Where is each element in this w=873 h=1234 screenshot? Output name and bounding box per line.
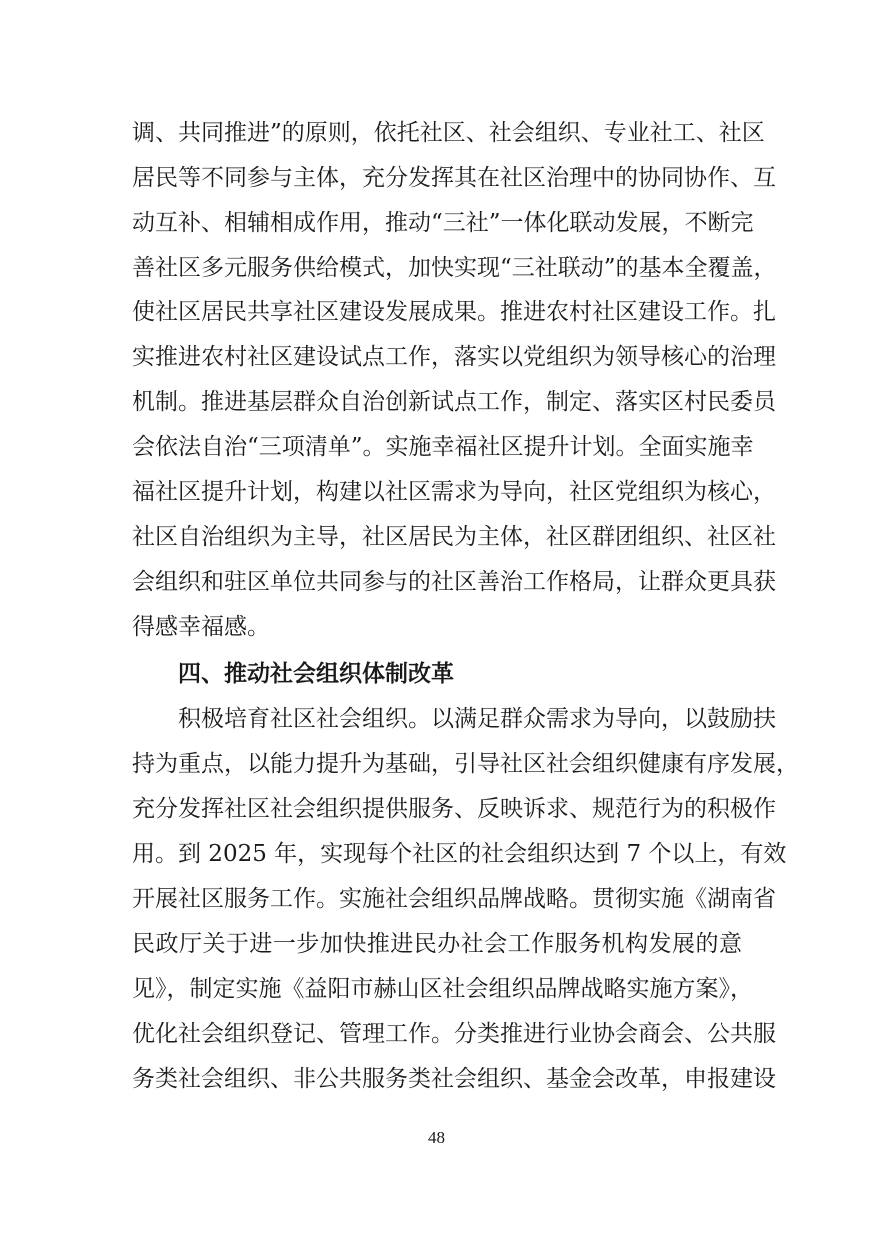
text-line: 会组织和驻区单位共同参与的社区善治工作格局，让群众更具获 xyxy=(132,569,776,595)
text-line: 善社区多元服务供给模式，加快实现“三社联动”的基本全覆盖， xyxy=(132,255,777,281)
page-number: 48 xyxy=(428,1128,445,1147)
section-heading: 四、推动社会组织体制改革 xyxy=(178,661,454,687)
text-line: 实推进农村社区建设试点工作，落实以党组织为领导核心的治理 xyxy=(132,344,776,370)
text-line: 调、共同推进”的原则，依托社区、社会组织、专业社工、社区 xyxy=(132,120,765,146)
text-line: 积极培育社区社会组织。以满足群众需求为导向，以鼓励扶 xyxy=(178,706,776,732)
text-line: 福社区提升计划，构建以社区需求为导向，社区党组织为核心， xyxy=(132,479,776,505)
text-line: 动互补、相辅相成作用，推动“三社”一体化联动发展，不断完 xyxy=(132,210,754,236)
text-line: 使社区居民共享社区建设发展成果。推进农村社区建设工作。扎 xyxy=(132,299,776,325)
text-line: 见》，制定实施《益阳市赫山区社会组织品牌战略实施方案》， xyxy=(132,976,753,1002)
text-line: 优化社会组织登记、管理工作。分类推进行业协会商会、公共服 xyxy=(132,1021,776,1047)
text-line: 用。到 2025 年，实现每个社区的社会组织达到 7 个以上，有效 xyxy=(132,841,787,867)
text-line: 开展社区服务工作。实施社会组织品牌战略。贯彻实施《湖南省 xyxy=(132,886,776,912)
text-line: 务类社会组织、非公共服务类社会组织、基金会改革，申报建设 xyxy=(132,1066,776,1092)
text-line: 持为重点，以能力提升为基础，引导社区社会组织健康有序发展， xyxy=(132,751,799,777)
text-line: 民政厅关于进一步加快推进民办社会工作服务机构发展的意 xyxy=(132,931,742,957)
text-line: 机制。推进基层群众自治创新试点工作，制定、落实区村民委员 xyxy=(132,389,776,415)
text-line: 充分发挥社区社会组织提供服务、反映诉求、规范行为的积极作 xyxy=(132,796,776,822)
text-line: 会依法自治“三项清单”。实施幸福社区提升计划。全面实施幸 xyxy=(132,434,754,460)
text-line: 居民等不同参与主体，充分发挥其在社区治理中的协同协作、互 xyxy=(132,165,776,191)
text-line: 社区自治组织为主导，社区居民为主体，社区群团组织、社区社 xyxy=(132,524,776,550)
text-line: 得感幸福感。 xyxy=(132,614,270,640)
